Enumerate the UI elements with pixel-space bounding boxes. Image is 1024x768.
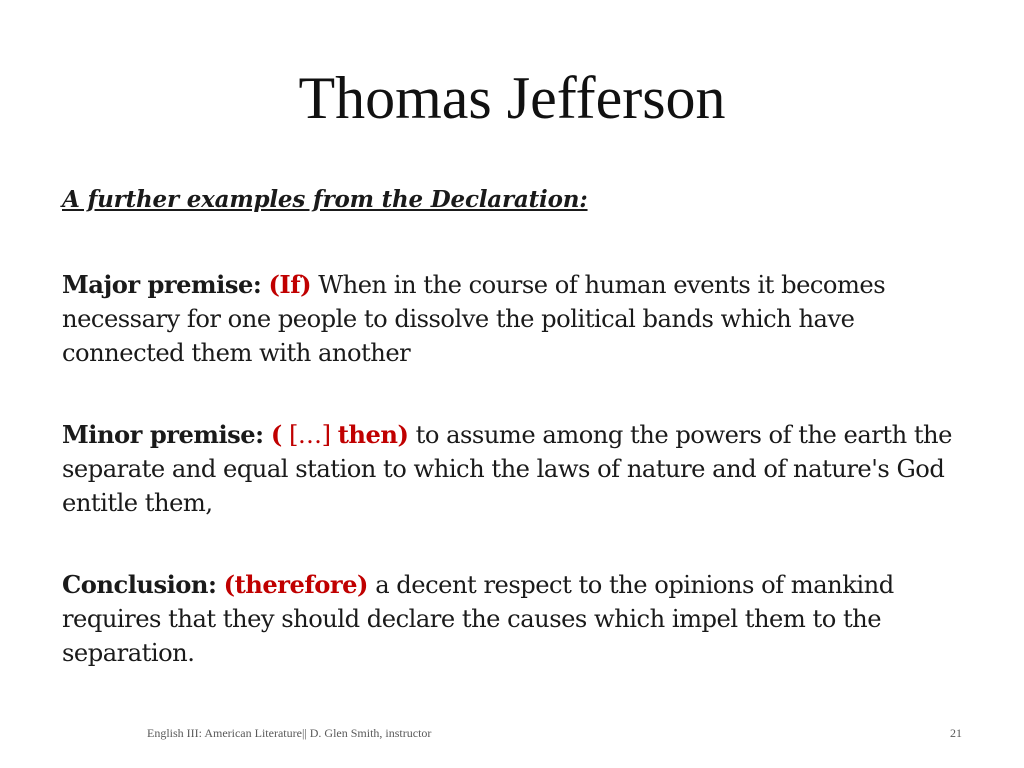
minor-premise-ellipsis: […] <box>288 421 331 449</box>
minor-premise-text: to assume among the powers of the earth the separate and equal station to which the laws of nature and of nature's God entitle them, <box>62 421 952 517</box>
minor-premise-keyword: then) <box>337 420 409 449</box>
major-premise-keyword: (If) <box>268 270 312 299</box>
major-premise-text: When in the course of human events it becomes necessary for one people to dissolve the political bands which have connected them with another <box>62 271 886 367</box>
minor-premise-paragraph <box>62 418 972 520</box>
conclusion-keyword: (therefore) <box>223 570 368 599</box>
major-premise-label: Major premise: <box>62 270 262 299</box>
major-premise-paragraph <box>62 268 972 370</box>
slide-footer: English III: American Literature|| D. Glen Smith, instructor <box>147 726 432 740</box>
conclusion-label: Conclusion: <box>62 570 217 599</box>
conclusion-paragraph <box>62 568 972 670</box>
page-number: 21 <box>950 726 962 740</box>
conclusion-text: a decent respect to the opinions of mankind requires that they should declare the causes which impel them to the separation. <box>62 571 894 667</box>
slide-title: Thomas Jefferson <box>298 65 726 131</box>
minor-premise-open-paren: ( <box>270 420 282 449</box>
subheading: A further examples from the Declaration: <box>62 186 588 213</box>
minor-premise-label: Minor premise: <box>62 420 264 449</box>
